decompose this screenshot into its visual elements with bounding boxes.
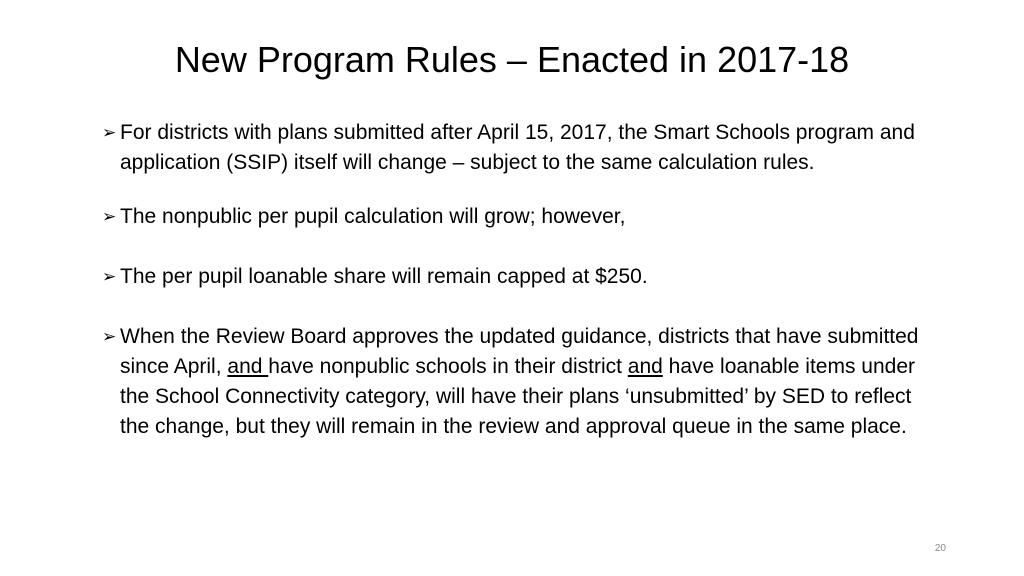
bullet-text: The per pupil loanable share will remain capped at $250. — [120, 265, 648, 288]
bullet-list — [100, 118, 920, 442]
underlined-and: and — [227, 355, 269, 378]
bullet-item — [100, 262, 920, 292]
arrowhead-bullet-icon: ➢ — [102, 123, 117, 142]
slide-title: New Program Rules – Enacted in 2017-18 — [174, 39, 850, 80]
arrowhead-bullet-icon: ➢ — [102, 327, 117, 346]
arrowhead-bullet-icon: ➢ — [102, 267, 117, 286]
bullet-text-part: have nonpublic schools in their district — [268, 355, 628, 378]
bullet-text: For districts with plans submitted after April 15, 2017, the Smart Schools program and application (SSIP) itself will change – subject to the same calculation rules. — [120, 121, 915, 174]
bullet-text-part: When the Review Board approves the updated guidance, districts that have submitted since April, — [120, 325, 919, 378]
bullet-item — [100, 322, 920, 442]
bullet-item — [100, 202, 920, 232]
underlined-and: and — [627, 355, 663, 378]
bullet-item — [100, 118, 920, 178]
bullet-text: The nonpublic per pupil calculation will grow; however, — [120, 205, 626, 228]
bullet-text-part: have loanable items under the School Connectivity category, will have their plans ‘unsubmitted’ by SED to reflect the change, but they will remain in the review and approval queue in the same place. — [120, 355, 916, 438]
page-number: 20 — [934, 543, 946, 554]
arrowhead-bullet-icon: ➢ — [102, 207, 117, 226]
